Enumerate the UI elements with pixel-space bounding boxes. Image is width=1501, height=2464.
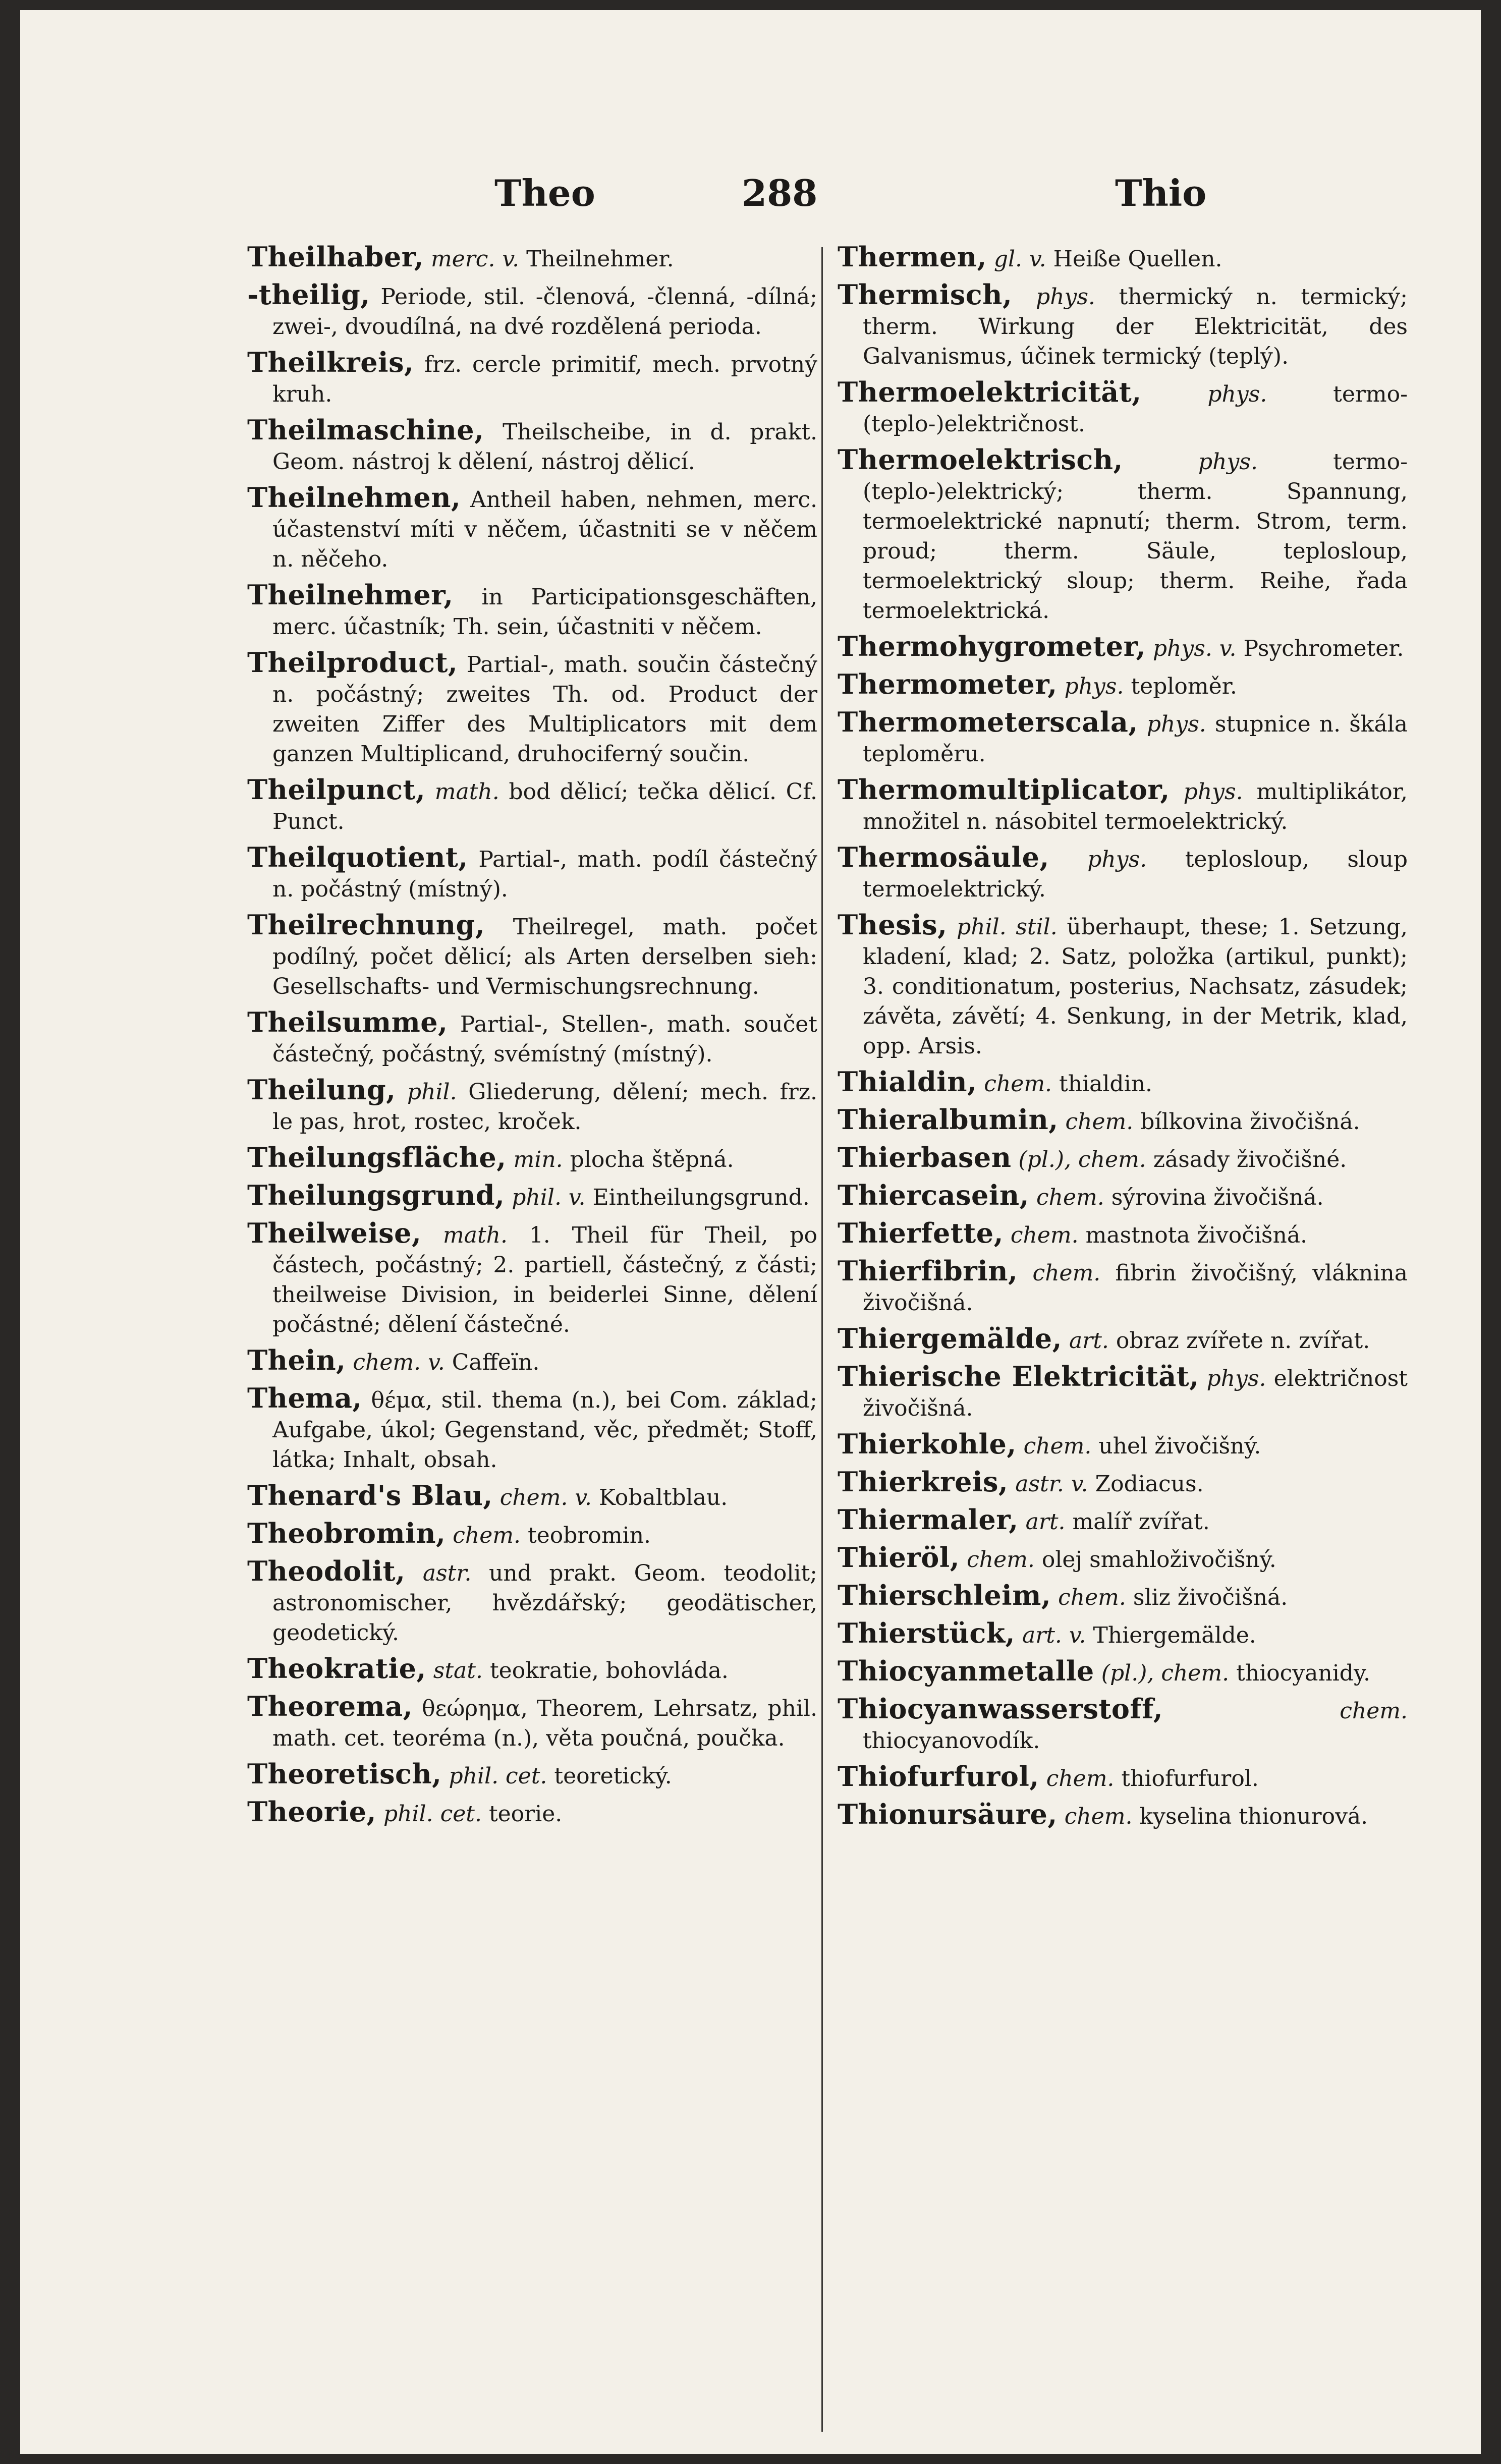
entry-headword: Theilnehmen, xyxy=(247,481,461,514)
dictionary-entry xyxy=(247,1007,817,1069)
dictionary-entry xyxy=(838,1543,1408,1575)
dictionary-entry xyxy=(247,1556,817,1648)
dictionary-entry xyxy=(838,1181,1408,1212)
dictionary-entry xyxy=(247,910,817,1001)
dictionary-entry xyxy=(247,348,817,409)
entry-label: stat. xyxy=(433,1658,483,1684)
dictionary-entry xyxy=(838,775,1408,836)
entry-headword: Thierbasen xyxy=(838,1141,1012,1173)
entry-label: (pl.), chem. xyxy=(1018,1147,1146,1172)
dictionary-entry xyxy=(838,1143,1408,1174)
entry-headword: Thiercasein, xyxy=(838,1179,1029,1211)
entry-headword: Thermohygrometer, xyxy=(838,630,1146,662)
entry-definition: Thiergemälde. xyxy=(1093,1622,1256,1648)
entry-definition: θέμα, stil. thema (n.), bei Com. základ; Aufgabe, úkol; Gegenstand, věc, předmět; Stoff, látka; Inhalt, obsah. xyxy=(272,1387,817,1473)
entry-definition: Psychrometer. xyxy=(1243,636,1404,661)
entry-headword: Theobromin, xyxy=(247,1517,446,1549)
entry-headword: Theilmaschine, xyxy=(247,414,484,446)
right-column xyxy=(838,242,1408,1837)
entry-headword: Theilpunct, xyxy=(247,773,426,806)
entry-headword: Theilproduct, xyxy=(247,646,458,679)
entry-definition: Caffeïn. xyxy=(452,1350,540,1375)
dictionary-entry xyxy=(247,1797,817,1829)
entry-definition: Zodiacus. xyxy=(1095,1471,1204,1497)
entry-headword: Thialdin, xyxy=(838,1066,977,1098)
entry-definition: Partial-, math. součin částečný n. počástný; zweites Th. od. Product der zweiten Ziffer des Multiplicators mit dem ganzen Multiplicand, druhociferný součin. xyxy=(272,652,817,767)
dictionary-entry xyxy=(247,1143,817,1174)
dictionary-entry xyxy=(247,415,817,477)
entry-definition: Eintheilungsgrund. xyxy=(592,1185,810,1210)
entry-definition: kyselina thionurová. xyxy=(1139,1804,1368,1829)
entry-headword: Thiermaler, xyxy=(838,1503,1019,1536)
entry-label: phys. xyxy=(1207,381,1267,407)
entry-headword: Thenard's Blau, xyxy=(247,1479,493,1511)
entry-definition: thialdin. xyxy=(1059,1071,1152,1097)
entry-definition: bod dělicí; tečka dělicí. Cf. Punct. xyxy=(272,779,817,834)
dictionary-entry xyxy=(838,1694,1408,1756)
entry-label: math. xyxy=(443,1222,508,1248)
dictionary-entry xyxy=(247,1181,817,1212)
entry-label: chem. xyxy=(1064,1804,1133,1829)
dictionary-entry xyxy=(838,1581,1408,1612)
dictionary-entry xyxy=(838,1105,1408,1137)
entry-label: min. xyxy=(513,1147,563,1172)
entry-label: art. v. xyxy=(1022,1622,1086,1648)
entry-headword: Theokratie, xyxy=(247,1652,426,1685)
entry-label: phys. xyxy=(1198,449,1258,475)
entry-label: chem. xyxy=(1058,1585,1126,1610)
entry-definition: Periode, stil. -členová, -členná, -dílná; zwei-, dvoudílná, na dvé rozdělená perioda. xyxy=(272,284,817,340)
entry-definition: olej smahloživočišný. xyxy=(1041,1547,1276,1573)
dictionary-entry xyxy=(838,1256,1408,1318)
entry-headword: Theilquotient, xyxy=(247,841,468,873)
dictionary-entry xyxy=(838,1362,1408,1423)
dictionary-entry xyxy=(838,1324,1408,1356)
dictionary-entry xyxy=(838,445,1408,626)
entry-headword: Theilungsfläche, xyxy=(247,1141,507,1173)
entry-definition: Theilregel, math. počet podílný, počet dělicí; als Arten derselben sieh: Gesellschafts- und Vermischungsrechnung. xyxy=(272,914,817,999)
dictionary-entry xyxy=(838,1762,1408,1794)
entry-definition: multiplikátor, množitel n. násobitel termoelektrický. xyxy=(863,779,1408,834)
dictionary-entry xyxy=(838,1505,1408,1537)
page-header xyxy=(20,172,1481,232)
entry-definition: Theilnehmer. xyxy=(526,246,674,272)
entry-label: phys. xyxy=(1035,284,1095,310)
entry-definition: teobromin. xyxy=(528,1523,651,1548)
dictionary-entry xyxy=(247,1519,817,1550)
entry-headword: Thierstück, xyxy=(838,1617,1015,1649)
dictionary-entry xyxy=(838,632,1408,663)
entry-headword: Thierfibrin, xyxy=(838,1255,1018,1287)
entry-headword: Thermisch, xyxy=(838,278,1013,311)
entry-label: chem. v. xyxy=(353,1350,445,1375)
entry-headword: Thesis, xyxy=(838,909,948,941)
dictionary-entry xyxy=(838,1429,1408,1461)
entry-definition: malíř zvířat. xyxy=(1072,1509,1210,1535)
entry-label: phil. xyxy=(407,1079,457,1105)
entry-headword: Theoretisch, xyxy=(247,1758,442,1790)
entry-headword: Theilkreis, xyxy=(247,346,414,378)
entry-definition: sýrovina živočišná. xyxy=(1111,1185,1324,1210)
entry-headword: Thermen, xyxy=(838,241,987,273)
entry-headword: Thermomultiplicator, xyxy=(838,773,1170,806)
entry-headword: Thierfette, xyxy=(838,1217,1004,1249)
entry-label: chem. xyxy=(1036,1185,1104,1210)
entry-definition: Theilscheibe, in d. prakt. Geom. nástroj k dělení, nástroj dělicí. xyxy=(272,419,817,475)
dictionary-entry xyxy=(838,1618,1408,1650)
entry-label: chem. xyxy=(1046,1766,1115,1791)
entry-headword: Thierische Elektricität, xyxy=(838,1360,1199,1392)
dictionary-entry xyxy=(247,280,817,342)
entry-label: math. xyxy=(434,779,499,805)
entry-definition: Heiße Quellen. xyxy=(1053,246,1222,272)
dictionary-entry xyxy=(247,648,817,769)
entry-headword: Theodolit, xyxy=(247,1555,406,1587)
entry-definition: überhaupt, these; 1. Setzung, kladení, klad; 2. Satz, položka (artikul, punkt); 3. conditionatum, posterius, Nachsatz, zásudek; závěta, závětí; 4. Senkung, in der Metrik, klad, opp. Arsis. xyxy=(863,914,1408,1059)
entry-definition: teokratie, bohovláda. xyxy=(489,1658,729,1684)
page-number: 288 xyxy=(742,172,818,214)
entry-label: (pl.), chem. xyxy=(1101,1660,1230,1686)
entry-label: chem. v. xyxy=(499,1485,592,1510)
entry-definition: θεώρημα, Theorem, Lehrsatz, phil. math. cet. teoréma (n.), věta poučná, poučka. xyxy=(272,1696,817,1751)
entry-headword: Theorie, xyxy=(247,1796,376,1828)
entry-definition: fibrin živočišný, vláknina živočišná. xyxy=(863,1260,1408,1316)
dictionary-entry xyxy=(838,280,1408,371)
entry-label: phys. xyxy=(1087,847,1147,872)
entry-headword: Thierkreis, xyxy=(838,1466,1009,1498)
dictionary-entry xyxy=(838,242,1408,274)
entry-headword: Thermoelektrisch, xyxy=(838,443,1123,476)
entry-label: chem. xyxy=(1010,1222,1079,1248)
dictionary-entry xyxy=(247,1075,817,1137)
entry-headword: -theilig, xyxy=(247,278,370,311)
entry-label: chem. xyxy=(1023,1433,1092,1459)
entry-headword: Theilrechnung, xyxy=(247,909,485,941)
entry-label: phil. v. xyxy=(512,1185,586,1210)
entry-definition: thiocyanovodík. xyxy=(863,1728,1040,1754)
entry-headword: Thiocyanmetalle xyxy=(838,1655,1094,1687)
entry-definition: bílkovina živočišná. xyxy=(1140,1109,1360,1135)
dictionary-entry xyxy=(247,1383,817,1475)
entry-definition: frz. cercle primitif, mech. prvotný kruh. xyxy=(272,352,817,407)
entry-label: phys. xyxy=(1206,1366,1266,1391)
entry-definition: Partial-, math. podíl částečný n. počástný (místný). xyxy=(272,847,817,902)
entry-label: phys. xyxy=(1064,674,1124,699)
dictionary-entry xyxy=(838,707,1408,769)
entry-definition: plocha štěpná. xyxy=(570,1147,734,1172)
entry-label: chem. xyxy=(1032,1260,1101,1286)
dictionary-entry xyxy=(247,775,817,836)
entry-label: astr. v. xyxy=(1015,1471,1088,1497)
entry-definition: Antheil haben, nehmen, merc. účastenství míti v něčem, účastniti se v něčem n. něčeho. xyxy=(272,487,817,572)
entry-label: phil. stil. xyxy=(957,914,1058,940)
entry-headword: Theilsumme, xyxy=(247,1006,448,1038)
entry-headword: Thiofurfurol, xyxy=(838,1760,1039,1793)
entry-label: chem. xyxy=(1340,1698,1408,1724)
entry-label: art. xyxy=(1069,1328,1109,1354)
dictionary-page xyxy=(20,10,1481,2454)
left-column xyxy=(247,242,817,1835)
entry-label: phys. xyxy=(1183,779,1243,805)
dictionary-entry xyxy=(247,580,817,642)
entry-headword: Thieralbumin, xyxy=(838,1103,1059,1136)
header-right-guide-word: Thio xyxy=(1115,172,1207,214)
dictionary-entry xyxy=(838,1218,1408,1250)
dictionary-entry xyxy=(247,1759,817,1791)
dictionary-entry xyxy=(838,1067,1408,1099)
entry-headword: Theilnehmer, xyxy=(247,579,454,611)
entry-definition: thiofurfurol. xyxy=(1121,1766,1259,1791)
dictionary-entry xyxy=(838,1656,1408,1688)
dictionary-entry xyxy=(838,377,1408,439)
entry-label: astr. xyxy=(422,1560,472,1586)
entry-headword: Thein, xyxy=(247,1344,346,1376)
entry-label: chem. xyxy=(1065,1109,1134,1135)
dictionary-entry xyxy=(247,1218,817,1339)
entry-definition: und prakt. Geom. teodolit; astronomischer, hvězdářský; geodätischer, geodetický. xyxy=(272,1560,817,1646)
entry-headword: Thierkohle, xyxy=(838,1428,1017,1460)
header-left-guide-word: Theo xyxy=(494,172,595,214)
entry-label: art. xyxy=(1025,1509,1066,1535)
entry-headword: Thermometer, xyxy=(838,668,1058,700)
entry-definition: obraz zvířete n. zvířat. xyxy=(1116,1328,1370,1354)
entry-definition: in Participationsgeschäften, merc. účastník; Th. sein, účastniti v něčem. xyxy=(272,584,817,640)
entry-headword: Theilhaber, xyxy=(247,241,424,273)
entry-definition: thermický n. termický; therm. Wirkung der Elektricität, des Galvanismus, účinek termický (teplý). xyxy=(863,284,1408,369)
entry-definition: stupnice n. škála teploměru. xyxy=(863,711,1408,767)
dictionary-entry xyxy=(838,843,1408,904)
entry-headword: Thierschleim, xyxy=(838,1579,1051,1611)
entry-headword: Theilungsgrund, xyxy=(247,1179,505,1211)
entry-label: chem. xyxy=(984,1071,1052,1097)
entry-definition: sliz živočišná. xyxy=(1133,1585,1288,1610)
entry-headword: Thermosäule, xyxy=(838,841,1049,873)
entry-headword: Thema, xyxy=(247,1382,362,1414)
entry-headword: Theilweise, xyxy=(247,1217,422,1249)
entry-definition: teploměr. xyxy=(1131,674,1237,699)
entry-label: merc. v. xyxy=(431,246,520,272)
entry-headword: Thieröl, xyxy=(838,1541,960,1574)
dictionary-entry xyxy=(838,1467,1408,1499)
entry-definition: električnost živočišná. xyxy=(863,1366,1408,1421)
dictionary-entry xyxy=(247,1346,817,1377)
dictionary-entry xyxy=(247,843,817,904)
entry-headword: Theilung, xyxy=(247,1074,396,1106)
dictionary-entry xyxy=(247,1481,817,1513)
dictionary-entry xyxy=(838,1800,1408,1831)
entry-headword: Thiocyanwasserstoff, xyxy=(838,1693,1163,1725)
entry-definition: uhel živočišný. xyxy=(1098,1433,1261,1459)
entry-label: gl. v. xyxy=(993,246,1046,272)
dictionary-entry xyxy=(247,1692,817,1753)
entry-definition: mastnota živočišná. xyxy=(1085,1222,1308,1248)
entry-definition: 1. Theil für Theil, po částech, počástný; 2. partiell, částečný, z části; theilweise Division, in beiderlei Sinne, dělení počástné; dělení částečné. xyxy=(272,1222,817,1337)
entry-definition: termo-(teplo-)električnost. xyxy=(863,381,1408,437)
entry-headword: Thermoelektricität, xyxy=(838,376,1142,408)
entry-label: phil. cet. xyxy=(449,1763,547,1789)
entry-label: phil. cet. xyxy=(383,1801,482,1827)
entry-definition: teoretický. xyxy=(554,1763,672,1789)
entry-definition: teplosloup, sloup termoelektrický. xyxy=(863,847,1408,902)
entry-headword: Thermometerscala, xyxy=(838,706,1138,738)
entry-label: chem. xyxy=(453,1523,521,1548)
column-divider xyxy=(821,247,823,2432)
entry-definition: teorie. xyxy=(488,1801,563,1827)
dictionary-entry xyxy=(838,910,1408,1061)
entry-definition: Partial-, Stellen-, math. součet částečný, počástný, svémístný (místný). xyxy=(272,1012,817,1067)
entry-definition: zásady živočišné. xyxy=(1153,1147,1347,1172)
entry-label: chem. xyxy=(967,1547,1035,1573)
entry-headword: Theorema, xyxy=(247,1690,413,1722)
entry-definition: Gliederung, dělení; mech. frz. le pas, hrot, rostec, kroček. xyxy=(272,1079,817,1135)
entry-definition: Kobaltblau. xyxy=(599,1485,728,1510)
dictionary-entry xyxy=(247,242,817,274)
entry-headword: Thiergemälde, xyxy=(838,1322,1062,1355)
entry-label: phys. v. xyxy=(1152,636,1237,661)
dictionary-entry xyxy=(247,1654,817,1686)
dictionary-entry xyxy=(247,483,817,574)
entry-headword: Thionursäure, xyxy=(838,1798,1058,1830)
entry-definition: termo- (teplo-)elektrický; therm. Spannung, termoelektrické napnutí; therm. Strom, term. proud; therm. Säule, teplosloup, termoelektrický sloup; therm. Reihe, řada termoelektrická. xyxy=(863,449,1408,624)
dictionary-entry xyxy=(838,669,1408,701)
entry-label: phys. xyxy=(1146,711,1206,737)
entry-definition: thiocyanidy. xyxy=(1236,1660,1370,1686)
